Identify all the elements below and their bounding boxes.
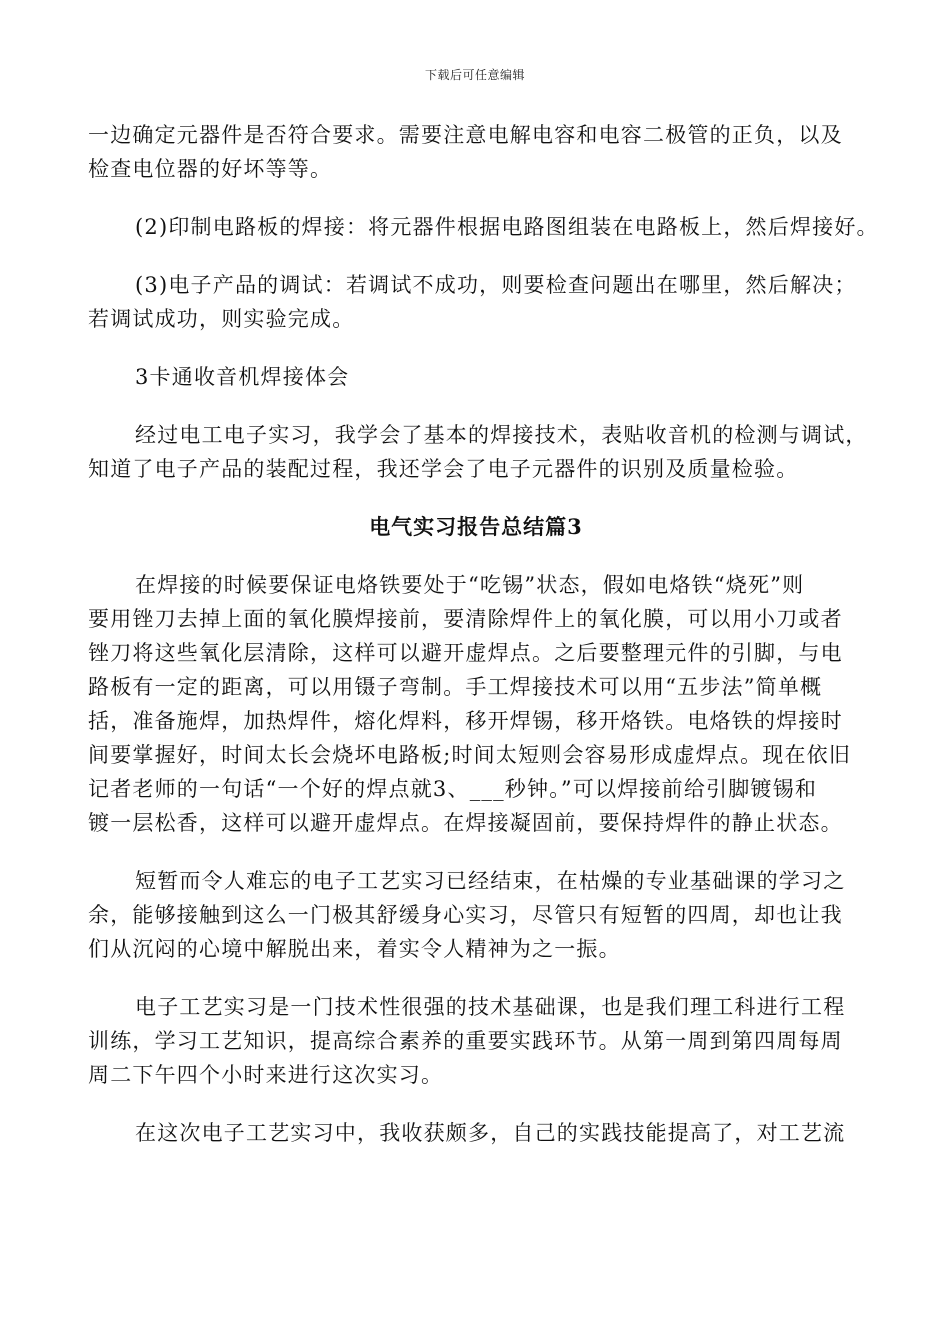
paragraph (88, 1116, 864, 1150)
paragraph (88, 268, 864, 336)
text-line: 训练，学习工艺知识，提高综合素养的重要实践环节。从第一周到第四周每周 (88, 1029, 843, 1053)
paragraph (88, 118, 864, 186)
paragraph-gap (88, 394, 864, 418)
paragraph-gap (88, 1092, 864, 1116)
text-line: 路板有一定的距离，可以用镊子弯制。手工焊接技术可以用“五步法”简单概 (88, 675, 823, 699)
text-line: 周二下午四个小时来进行这次实习。 (88, 1063, 444, 1087)
text-line: 间要掌握好，时间太长会烧坏电路板;时间太短则会容易形成虚焊点。现在依旧 (88, 743, 852, 767)
text-line: 经过电工电子实习，我学会了基本的焊接技术，表贴收音机的检测与调试， (135, 423, 868, 447)
paragraph (88, 864, 864, 966)
paragraph-gap (88, 544, 864, 568)
text-line: 们从沉闷的心境中解脱出来，着实令人精神为之一振。 (88, 937, 621, 961)
text-line: 3卡通收音机焊接体会 (135, 365, 350, 389)
paragraph (88, 210, 879, 244)
text-line: 在这次电子工艺实习中，我收获颇多，自己的实践技能提高了，对工艺流 (135, 1121, 846, 1145)
paragraph-gap (88, 840, 864, 864)
paragraph (88, 990, 864, 1092)
text-line: 一边确定元器件是否符合要求。需要注意电解电容和电容二极管的正负，以及 (88, 123, 843, 147)
paragraph-gap (88, 186, 864, 210)
text-line: 检查电位器的好坏等等。 (88, 157, 333, 181)
text-line: (3)电子产品的调试：若调试不成功，则要检查问题出在哪里，然后解决； (135, 273, 857, 297)
text-line: (2)印制电路板的焊接：将元器件根据电路图组装在电路板上，然后焊接好。 (135, 215, 879, 239)
section-heading: 电气实习报告总结篇3 (369, 514, 583, 539)
paragraph-gap (88, 244, 864, 268)
paragraph-gap (88, 336, 864, 360)
text-line: 电子工艺实习是一门技术性很强的技术基础课，也是我们理工科进行工程 (135, 995, 846, 1019)
paragraph (88, 568, 864, 840)
paragraph-gap (88, 966, 864, 990)
paragraph (88, 418, 868, 486)
text-line: 在焊接的时候要保证电烙铁要处于“吃锡”状态，假如电烙铁“烧死”则 (135, 573, 805, 597)
text-line: 知道了电子产品的装配过程，我还学会了电子元器件的识别及质量检验。 (88, 457, 799, 481)
paragraph-gap (88, 486, 864, 510)
page-header: 下载后可任意编辑 (424, 68, 525, 82)
text-line: 锉刀将这些氧化层清除，这样可以避开虚焊点。之后要整理元件的引脚，与电 (88, 641, 843, 665)
paragraph (88, 360, 864, 394)
document-body (88, 118, 879, 1150)
text-line: 余，能够接触到这么一门极其舒缓身心实习，尽管只有短暂的四周，却也让我 (88, 903, 843, 927)
text-line: 镀一层松香，这样可以避开虚焊点。在焊接凝固前，要保持焊件的静止状态。 (88, 811, 843, 835)
text-line: 短暂而令人难忘的电子工艺实习已经结束，在枯燥的专业基础课的学习之 (135, 869, 846, 893)
text-line: 要用锉刀去掉上面的氧化膜焊接前，要清除焊件上的氧化膜，可以用小刀或者 (88, 607, 843, 631)
text-line: 若调试成功，则实验完成。 (88, 307, 355, 331)
text-line: 括，准备施焊，加热焊件，熔化焊料，移开焊锡，移开烙铁。电烙铁的焊接时 (88, 709, 843, 733)
text-line: 记者老师的一句话“一个好的焊点就3、___秒钟。”可以焊接前给引脚镀锡和 (88, 777, 818, 801)
